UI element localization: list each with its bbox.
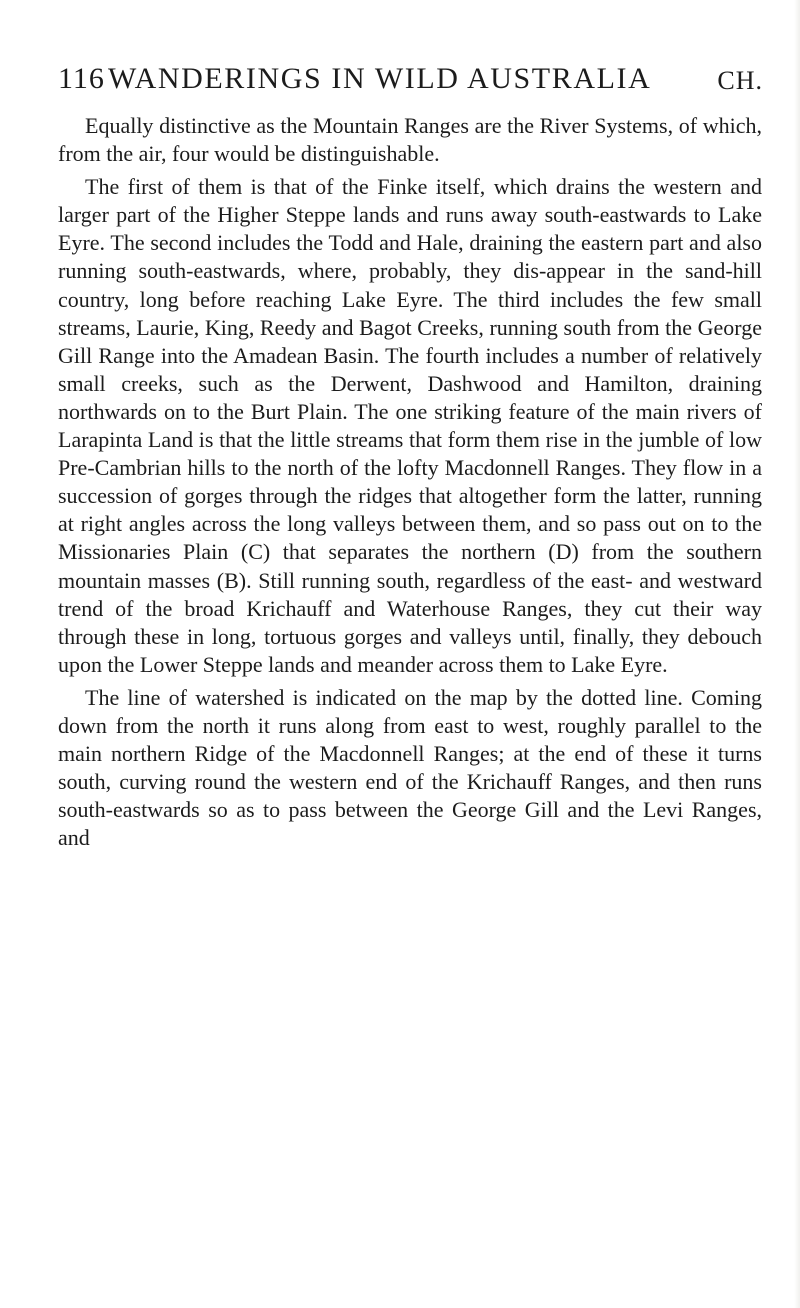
chapter-abbreviation: CH. bbox=[717, 66, 763, 95]
paragraph-four-rivers: The first of them is that of the Finke itself, which drains the western and larger part of the Higher Steppe lands and runs away south-eastwards to Lake Eyre. The second includes the Todd and Hale, draining the eastern part and also running south-eastwards, where, probably, they dis-appear in the sand-hill country, long before reaching Lake Eyre. The third includes the few small streams, Laurie, King, Reedy and Bagot Creeks, running south from the George Gill Range into the Amadean Basin. The fourth includes a number of relatively small creeks, such as the Derwent, Dashwood and Hamilton, draining northwards on to the Burt Plain. The one striking feature of the main rivers of Larapinta Land is that the little streams that form them rise in the jumble of low Pre-Cambrian hills to the north of the lofty Macdonnell Ranges. They flow in a succession of gorges through the ridges that altogether form the latter, running at right angles across the long valleys between them, and so pass out on to the Missionaries Plain (C) that separates the northern (D) from the southern mountain masses (B). Still running south, regardless of the east- and westward trend of the broad Krichauff and Waterhouse Ranges, they cut their way through these in long, tortuous gorges and valleys until, finally, they debouch upon the Lower Steppe lands and meander across them to Lake Eyre. bbox=[58, 174, 762, 677]
body-text bbox=[58, 112, 762, 852]
paragraph-river-systems: Equally distinctive as the Mountain Ranges are the River Systems, of which, from the air, four would be distinguishable. bbox=[58, 113, 762, 167]
running-header bbox=[58, 62, 763, 102]
paragraph-watershed: The line of watershed is indicated on the map by the dotted line. Coming down from the north it runs along from east to west, roughly parallel to the main northern Ridge of the Macdonnell Ranges; at the end of these it turns south, curving round the western end of the Krichauff Ranges, and then runs south-eastwards so as to pass between the George Gill and the Levi Ranges, and bbox=[58, 684, 762, 851]
page-number: 116 bbox=[58, 62, 105, 95]
page-edge-shadow bbox=[794, 0, 800, 1308]
book-title: WANDERINGS IN WILD AUSTRALIA bbox=[108, 62, 652, 95]
